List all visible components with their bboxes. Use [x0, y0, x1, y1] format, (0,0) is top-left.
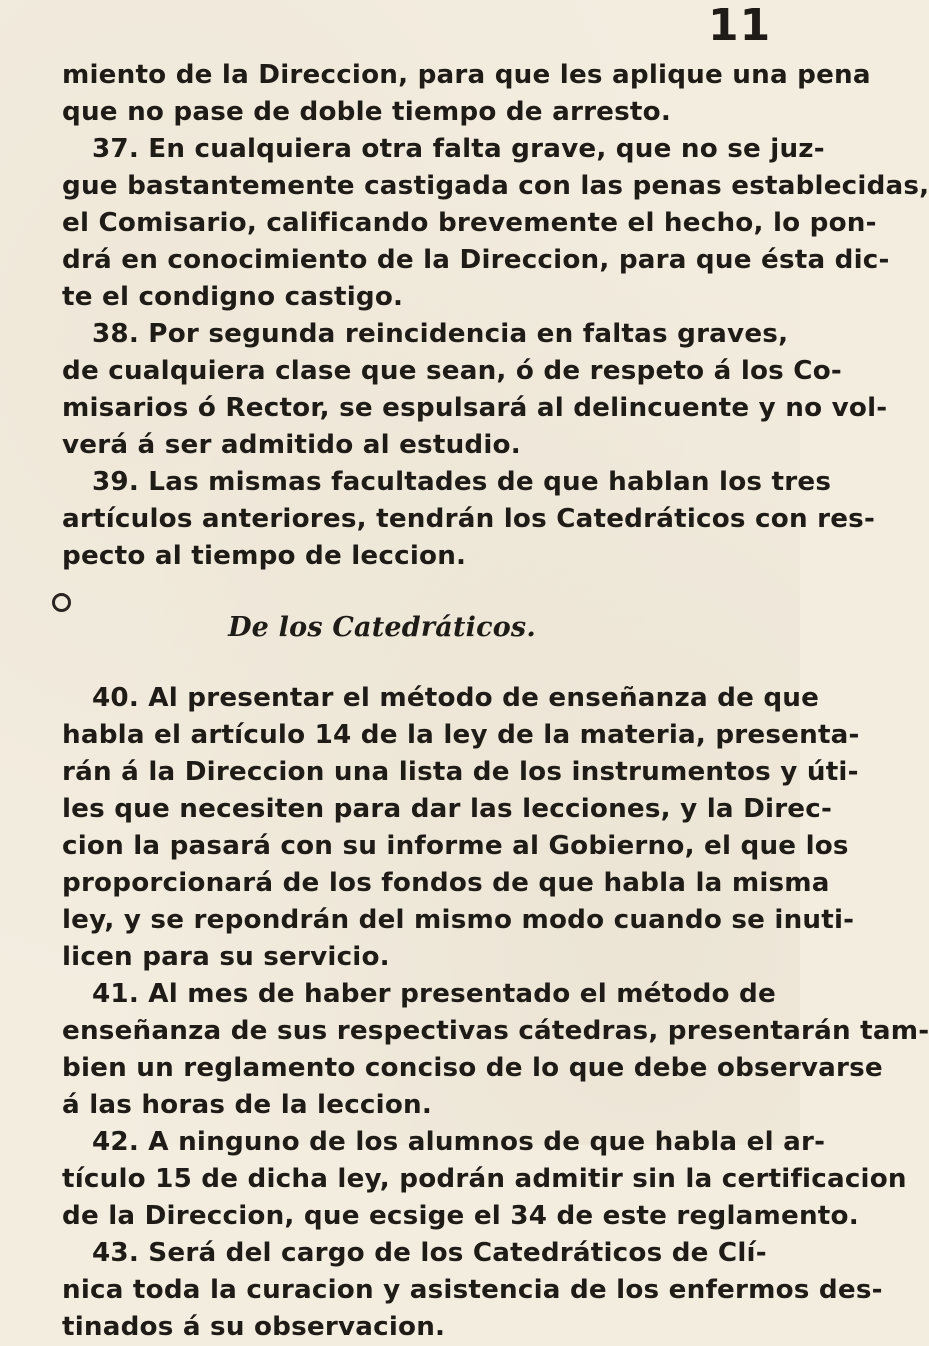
text-line: de cualquiera clase que sean, ó de respeto á los Co- — [62, 356, 842, 386]
text-line: gue bastantemente castigada con las penas establecidas, — [62, 171, 929, 201]
text-line: el Comisario, calificando brevemente el hecho, lo pon- — [62, 208, 877, 238]
text-line: de la Direccion, que ecsige el 34 de este reglamento. — [62, 1201, 859, 1231]
text-line: que no pase de doble tiempo de arresto. — [62, 97, 671, 127]
text-line: 37. En cualquiera otra falta grave, que no se juz- — [92, 134, 825, 164]
text-line: 39. Las mismas facultades de que hablan los tres — [92, 467, 832, 497]
text-line: 43. Será del cargo de los Catedráticos de Clí- — [92, 1238, 767, 1268]
text-line: te el condigno castigo. — [62, 282, 404, 312]
text-line: habla el artículo 14 de la ley de la materia, presenta- — [62, 720, 860, 750]
text-line: verá á ser admitido al estudio. — [62, 430, 521, 460]
page-number: 11 — [708, 0, 772, 51]
text-line: bien un reglamento conciso de lo que debe observarse — [62, 1053, 883, 1083]
body-text — [62, 57, 929, 1346]
text-line: 38. Por segunda reincidencia en faltas graves, — [92, 319, 789, 349]
text-line: miento de la Direccion, para que les aplique una pena — [62, 60, 871, 90]
section-heading: De los Catedráticos. — [228, 612, 536, 643]
text-line: proporcionará de los fondos de que habla la misma — [62, 868, 830, 898]
text-line: les que necesiten para dar las lecciones, y la Direc- — [62, 794, 833, 824]
text-line: 41. Al mes de haber presentado el método de — [92, 979, 776, 1009]
text-line: tinados á su observacion. — [62, 1312, 446, 1342]
text-line: drá en conocimiento de la Direccion, para que ésta dic- — [62, 245, 890, 275]
text-line: 42. A ninguno de los alumnos de que habla el ar- — [92, 1127, 826, 1157]
text-line: rán á la Direccion una lista de los instrumentos y úti- — [62, 757, 859, 787]
text-line: 40. Al presentar el método de enseñanza de que — [92, 683, 820, 713]
text-line: cion la pasará con su informe al Gobierno, el que los — [62, 831, 849, 861]
text-line: pecto al tiempo de leccion. — [62, 541, 467, 571]
text-line: ley, y se repondrán del mismo modo cuando se inuti- — [62, 905, 855, 935]
text-line: misarios ó Rector, se espulsará al delincuente y no vol- — [62, 393, 888, 423]
text-line: nica toda la curacion y asistencia de los enfermos des- — [62, 1275, 883, 1305]
text-line: enseñanza de sus respectivas cátedras, presentarán tam- — [62, 1016, 929, 1046]
text-line: á las horas de la leccion. — [62, 1090, 432, 1120]
text-line: artículos anteriores, tendrán los Catedráticos con res- — [62, 504, 876, 534]
text-line: tículo 15 de dicha ley, podrán admitir sin la certificacion — [62, 1164, 907, 1194]
text-line: licen para su servicio. — [62, 942, 390, 972]
